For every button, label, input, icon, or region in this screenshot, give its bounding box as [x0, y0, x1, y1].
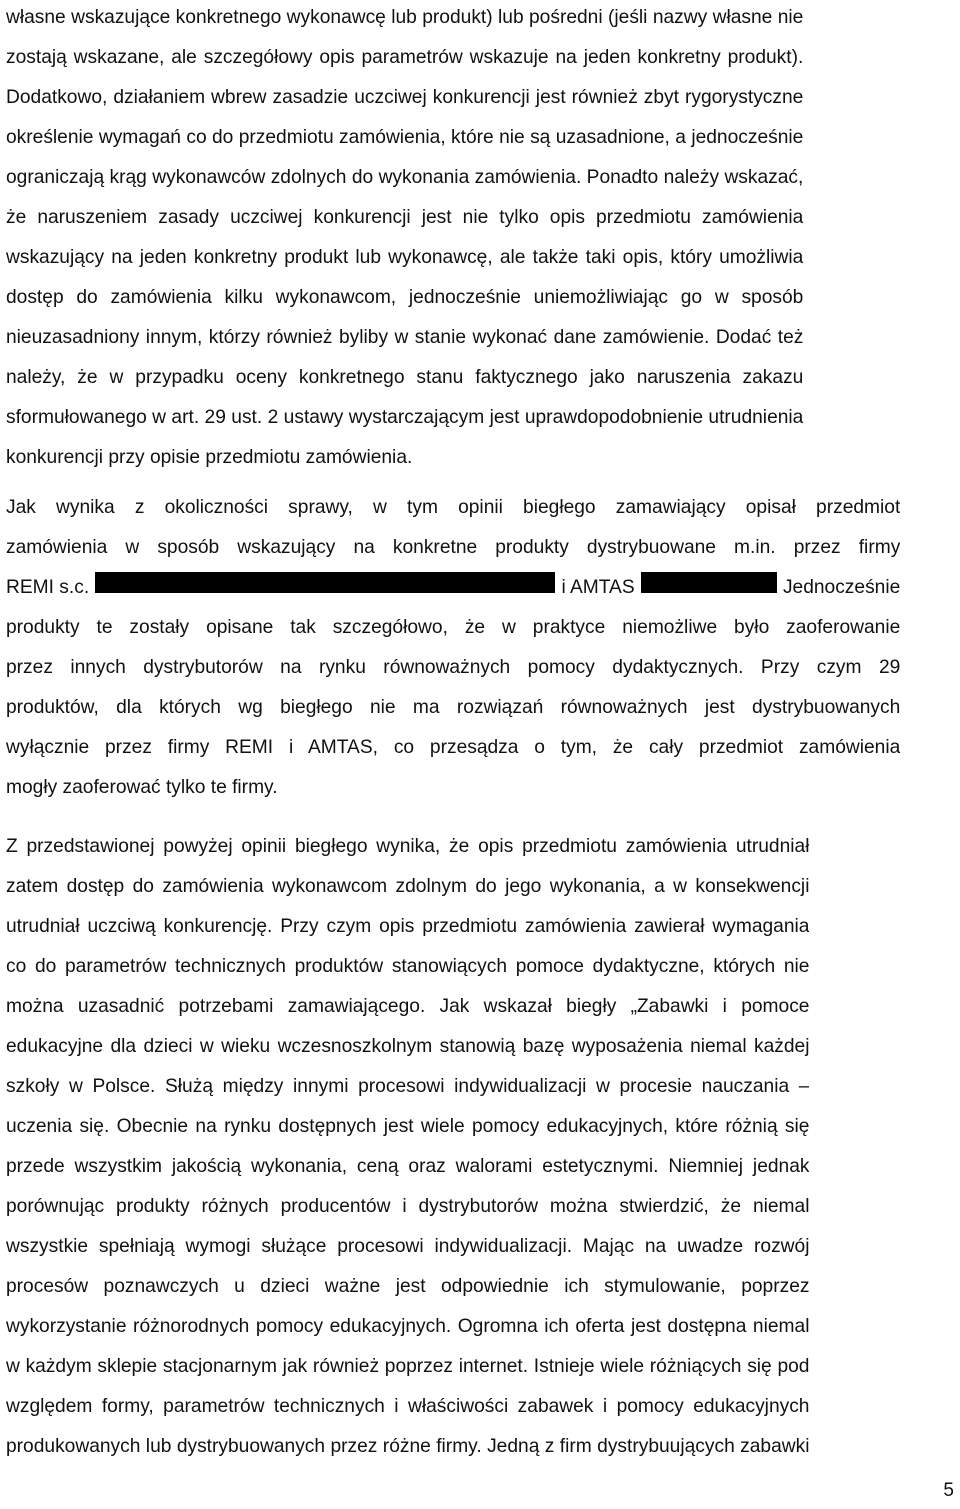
text-line: produkty te zostały opisane tak szczegółowo, że w praktyce niemożliwe było zaoferowanie	[6, 617, 901, 638]
text-line: porównując produkty różnych producentów i dystrybutorów można stwierdzić, że niemal	[6, 1196, 810, 1217]
text-fragment: REMI s.c.	[6, 577, 90, 598]
text-line: ograniczają krąg wykonawców zdolnych do wykonania zamówienia. Ponadto należy wskazać,	[6, 167, 804, 188]
text-line: należy, że w przypadku oceny konkretnego stanu faktycznego jako naruszenia zakazu	[6, 367, 804, 388]
text-fragment: Jednocześnie	[782, 577, 901, 598]
text-line: wszystkie spełniają wymogi służące procesowi indywidualizacji. Mając na uwadze rozwój	[6, 1236, 810, 1257]
text-line: sformułowanego w art. 29 ust. 2 ustawy wystarczającym jest uprawdopodobnienie utrudnienia	[6, 407, 804, 428]
text-line: zostają wskazane, ale szczegółowy opis parametrów wskazuje na jeden konkretny produkt).	[6, 47, 804, 68]
text-fragment: i AMTAS	[561, 577, 635, 598]
paragraph-2	[6, 488, 900, 808]
text-line: utrudniał uczciwą konkurencję. Przy czym opis przedmiotu zamówienia zawierał wymagania	[6, 916, 810, 937]
text-line: konkurencji przy opisie przedmiotu zamówienia.	[6, 447, 413, 468]
text-line: wyłącznie przez firmy REMI i AMTAS, co przesądza o tym, że cały przedmiot zamówienia	[6, 737, 901, 758]
text-line: Z przedstawionej powyżej opinii biegłego wynika, że opis przedmiotu zamówienia utrudniał	[6, 836, 810, 857]
text-line: dostęp do zamówienia kilku wykonawcom, jednocześnie uniemożliwiając go w sposób	[6, 287, 804, 308]
text-line: mogły zaoferować tylko te firmy.	[6, 777, 278, 798]
text-line: Dodatkowo, działaniem wbrew zasadzie uczciwej konkurencji jest również zbyt rygorystyczne	[6, 87, 804, 108]
text-line: można uzasadnić potrzebami zamawiającego. Jak wskazał biegły „Zabawki i pomoce	[6, 996, 810, 1017]
text-line: edukacyjne dla dzieci w wieku wczesnoszkolnym stanowią bazę wyposażenia niemal każdej	[6, 1036, 810, 1057]
text-line: wskazujący na jeden konkretny produkt lub wykonawcę, ale także taki opis, który umożliwia	[6, 247, 804, 268]
text-line: przede wszystkim jakością wykonania, ceną oraz walorami estetycznymi. Niemniej jednak	[6, 1156, 810, 1177]
text-line: wykorzystanie różnorodnych pomocy edukacyjnych. Ogromna ich oferta jest dostępna niemal	[6, 1316, 810, 1337]
text-line: szkoły w Polsce. Służą między innymi procesowi indywidualizacji w procesie nauczania –	[6, 1076, 810, 1097]
redaction-block	[641, 572, 777, 593]
text-line: w każdym sklepie stacjonarnym jak również poprzez internet. Istnieje wiele różniących się pod	[6, 1356, 810, 1377]
text-line: nieuzasadniony innym, którzy również byliby w stanie wykonać dane zamówienie. Dodać też	[6, 327, 804, 348]
text-line: zatem dostęp do zamówienia wykonawcom zdolnym do jego wykonania, a w konsekwencji	[6, 876, 810, 897]
text-line: co do parametrów technicznych produktów stanowiących pomoce dydaktyczne, których nie	[6, 956, 810, 977]
text-line: określenie wymagań co do przedmiotu zamówienia, które nie są uzasadnione, a jednocześnie	[6, 127, 804, 148]
text-line: produktów, dla których wg biegłego nie ma rozwiązań równoważnych jest dystrybuowanych	[6, 697, 901, 718]
text-line: własne wskazujące konkretnego wykonawcę lub produkt) lub pośredni (jeśli nazwy własne nie	[6, 7, 804, 28]
paragraph-3	[6, 827, 809, 1467]
redaction-block	[95, 572, 555, 593]
text-line: produkowanych lub dystrybuowanych przez różne firmy. Jedną z firm dystrybuujących zabawki	[6, 1436, 810, 1457]
text-line: zamówienia w sposób wskazujący na konkretne produkty dystrybuowane m.in. przez firmy	[6, 537, 901, 558]
text-line: przez innych dystrybutorów na rynku równoważnych pomocy dydaktycznych. Przy czym 29	[6, 657, 901, 678]
paragraph-1	[6, 0, 803, 478]
text-line: Jak wynika z okoliczności sprawy, w tym opinii biegłego zamawiający opisał przedmiot	[6, 497, 901, 518]
text-line: że naruszeniem zasady uczciwej konkurencji jest nie tylko opis przedmiotu zamówienia	[6, 207, 804, 228]
text-line: uczenia się. Obecnie na rynku dostępnych jest wiele pomocy edukacyjnych, które różnią się	[6, 1116, 810, 1137]
text-line: względem formy, parametrów technicznych i właściwości zabawek i pomocy edukacyjnych	[6, 1396, 810, 1417]
page-number: 5	[943, 1480, 954, 1501]
text-line: procesów poznawczych u dzieci ważne jest odpowiednie ich stymulowanie, poprzez	[6, 1276, 810, 1297]
text-line-with-redactions	[6, 568, 900, 608]
